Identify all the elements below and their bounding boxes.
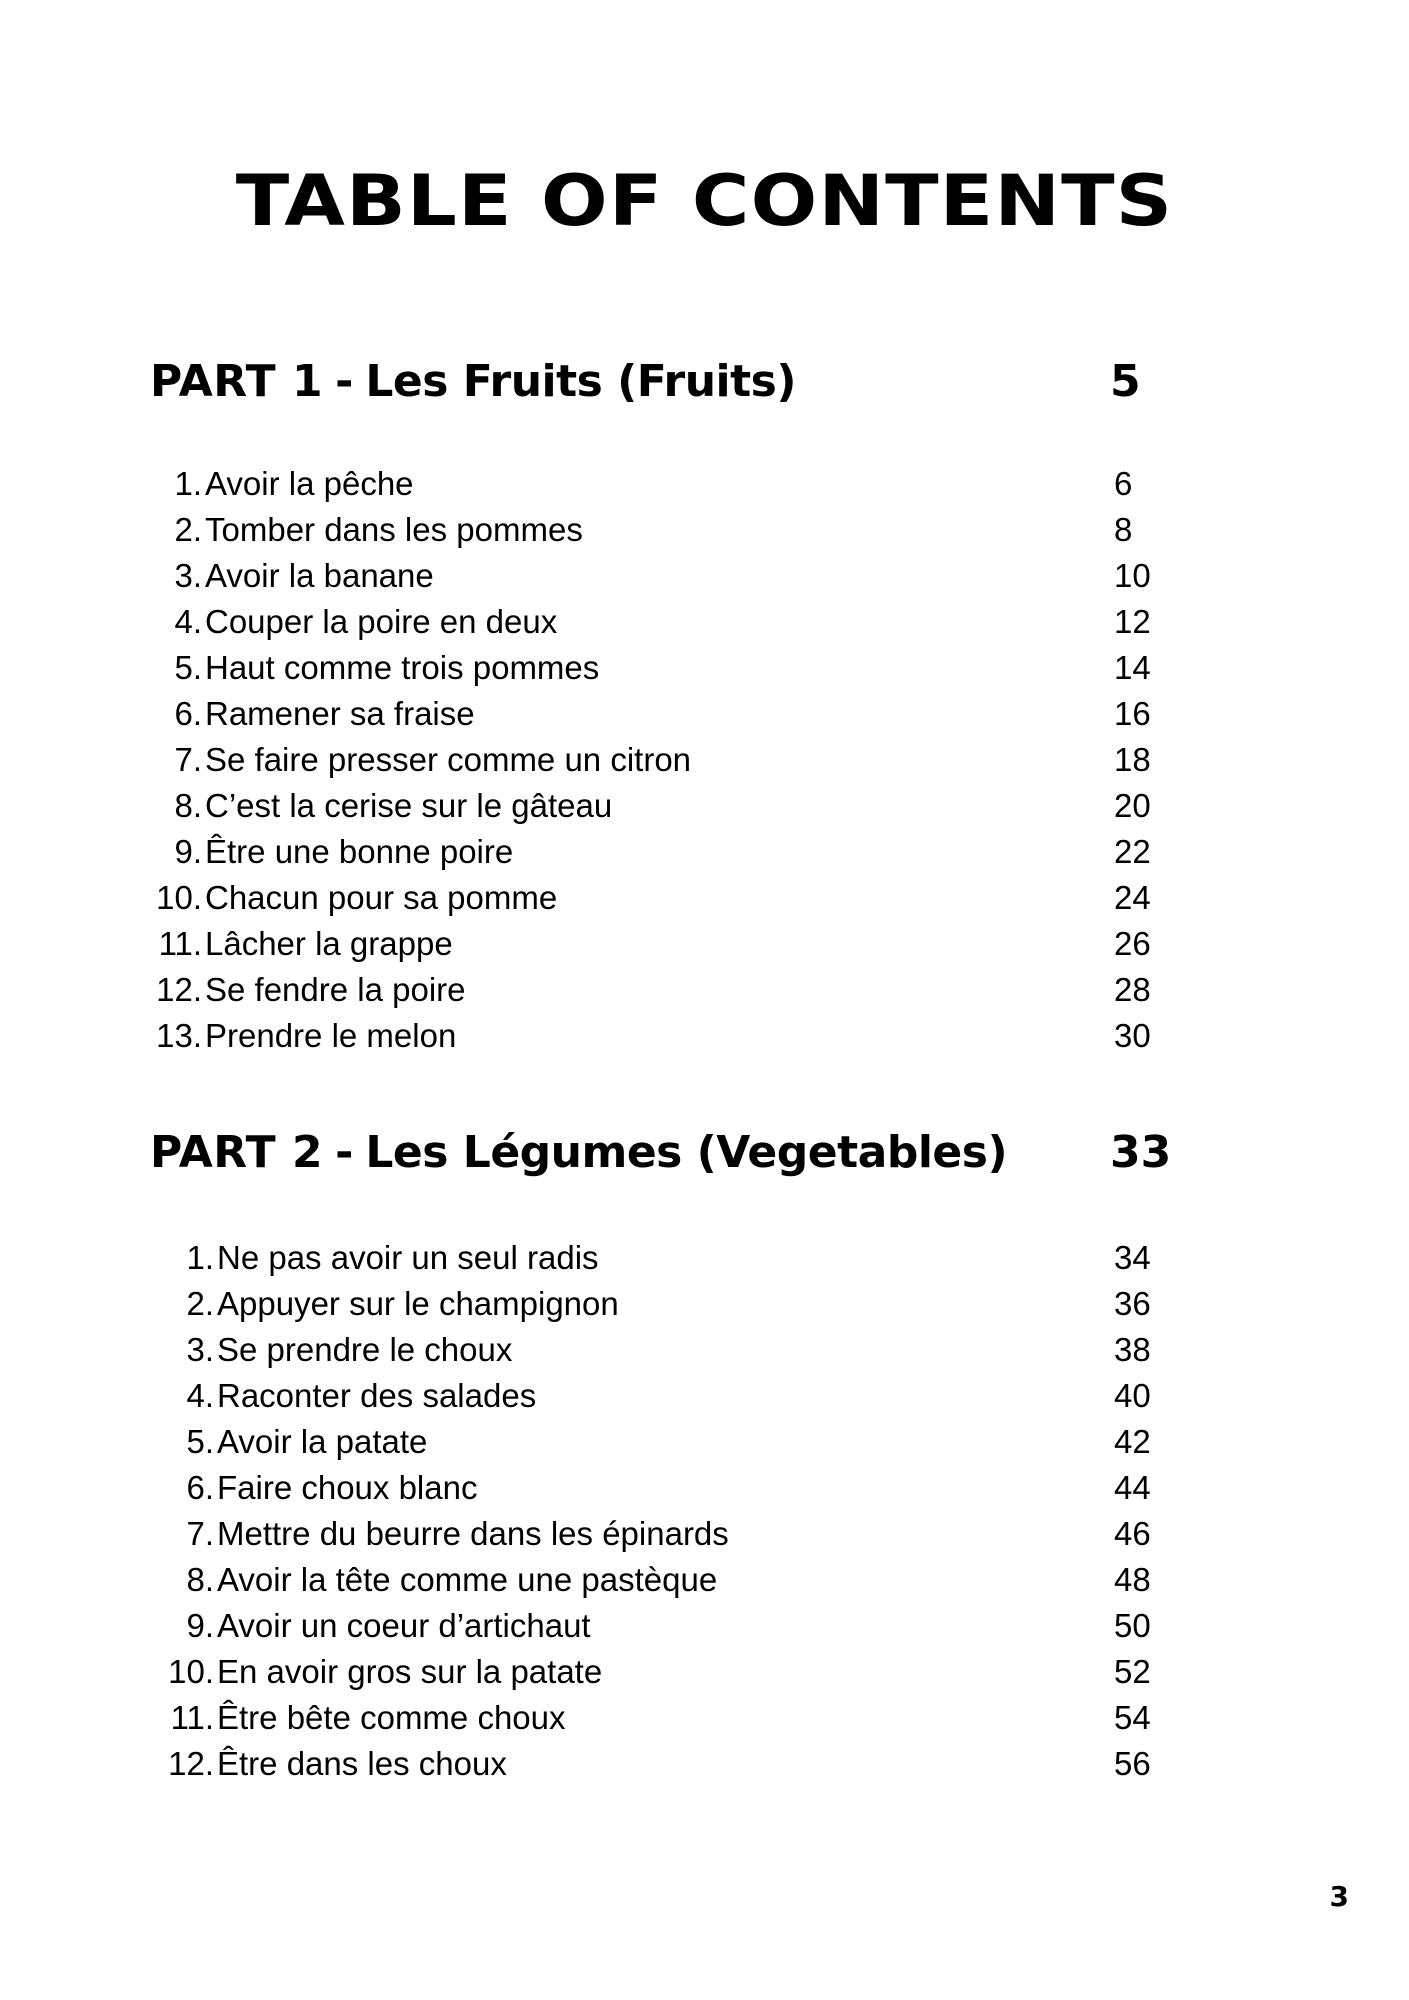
- part-1-list: [0, 461, 1409, 1059]
- item-number: 6.: [174, 695, 202, 732]
- list-item: [0, 967, 1409, 1013]
- list-item: [0, 1327, 1409, 1373]
- list-item: [0, 645, 1409, 691]
- item-number: 6.: [186, 1469, 214, 1506]
- item-page: 22: [1114, 833, 1151, 870]
- item-number: 9.: [174, 833, 202, 870]
- item-title: Être bête comme choux: [217, 1699, 566, 1736]
- item-title: Être dans les choux: [217, 1745, 507, 1782]
- list-item: [0, 737, 1409, 783]
- part-2-separator: -: [335, 1127, 354, 1178]
- item-number: 11.: [158, 925, 202, 962]
- item-page: 38: [1114, 1331, 1151, 1368]
- item-number: 9.: [186, 1607, 214, 1644]
- item-page: 24: [1114, 879, 1151, 916]
- list-item: [0, 1013, 1409, 1059]
- item-number: 12.: [168, 1745, 214, 1782]
- list-item: [0, 875, 1409, 921]
- item-number: 4.: [174, 603, 202, 640]
- item-number: 10.: [168, 1653, 214, 1690]
- item-number: 3.: [174, 557, 202, 594]
- item-title: Couper la poire en deux: [205, 603, 558, 640]
- item-title: Ne pas avoir un seul radis: [217, 1239, 599, 1276]
- item-number: 10.: [156, 879, 202, 916]
- item-page: 16: [1114, 695, 1151, 732]
- item-number: 7.: [174, 741, 202, 778]
- page-title: TABLE OF CONTENTS: [235, 160, 1174, 242]
- item-page: 54: [1114, 1699, 1151, 1736]
- list-item: [0, 1465, 1409, 1511]
- part-1-page: 5: [1110, 356, 1141, 407]
- item-number: 7.: [186, 1515, 214, 1552]
- item-title: Avoir la tête comme une pastèque: [217, 1561, 718, 1598]
- item-title: Se prendre le choux: [217, 1331, 513, 1368]
- list-item: [0, 1603, 1409, 1649]
- item-title: Raconter des salades: [217, 1377, 537, 1414]
- item-page: 28: [1114, 971, 1151, 1008]
- item-title: Appuyer sur le champignon: [217, 1285, 619, 1322]
- item-title: Faire choux blanc: [217, 1469, 478, 1506]
- list-item: [0, 1419, 1409, 1465]
- item-title: Chacun pour sa pomme: [205, 879, 558, 916]
- list-item: [0, 507, 1409, 553]
- page-number: 3: [1329, 1880, 1349, 1913]
- list-item: [0, 921, 1409, 967]
- item-title: Avoir un coeur d’artichaut: [217, 1607, 591, 1644]
- item-number: 8.: [186, 1561, 214, 1598]
- item-number: 5.: [174, 649, 202, 686]
- item-title: Ramener sa fraise: [205, 695, 475, 732]
- part-2-heading: [150, 1127, 1200, 1187]
- item-page: 48: [1114, 1561, 1151, 1598]
- item-number: 3.: [186, 1331, 214, 1368]
- item-page: 10: [1114, 557, 1151, 594]
- item-page: 46: [1114, 1515, 1151, 1552]
- item-page: 44: [1114, 1469, 1151, 1506]
- item-page: 8: [1114, 511, 1133, 548]
- item-title: En avoir gros sur la patate: [217, 1653, 603, 1690]
- item-title: Avoir la patate: [217, 1423, 428, 1460]
- item-number: 13.: [156, 1017, 202, 1054]
- item-number: 1.: [186, 1239, 214, 1276]
- list-item: [0, 1695, 1409, 1741]
- item-number: 11.: [170, 1699, 214, 1736]
- item-title: C’est la cerise sur le gâteau: [205, 787, 613, 824]
- part-2-page: 33: [1110, 1127, 1172, 1178]
- list-item: [0, 1281, 1409, 1327]
- item-number: 4.: [186, 1377, 214, 1414]
- part-1-heading: [150, 356, 1200, 416]
- list-item: [0, 691, 1409, 737]
- item-title: Avoir la banane: [205, 557, 434, 594]
- item-title: Avoir la pêche: [205, 465, 414, 502]
- item-number: 2.: [174, 511, 202, 548]
- item-number: 5.: [186, 1423, 214, 1460]
- item-page: 34: [1114, 1239, 1151, 1276]
- part-2-title: Les Légumes (Vegetables): [365, 1127, 1008, 1178]
- item-page: 50: [1114, 1607, 1151, 1644]
- list-item: [0, 1511, 1409, 1557]
- item-page: 40: [1114, 1377, 1151, 1414]
- item-page: 20: [1114, 787, 1151, 824]
- item-title: Être une bonne poire: [205, 833, 514, 870]
- list-item: [0, 783, 1409, 829]
- item-page: 26: [1114, 925, 1151, 962]
- item-number: 12.: [156, 971, 202, 1008]
- item-number: 8.: [174, 787, 202, 824]
- item-page: 14: [1114, 649, 1151, 686]
- item-page: 12: [1114, 603, 1151, 640]
- item-page: 6: [1114, 465, 1133, 502]
- item-title: Prendre le melon: [205, 1017, 457, 1054]
- list-item: [0, 599, 1409, 645]
- list-item: [0, 1373, 1409, 1419]
- list-item: [0, 553, 1409, 599]
- item-page: 42: [1114, 1423, 1151, 1460]
- list-item: [0, 1557, 1409, 1603]
- part-1-separator: -: [335, 356, 354, 407]
- item-title: Haut comme trois pommes: [205, 649, 600, 686]
- list-item: [0, 1741, 1409, 1787]
- list-item: [0, 1649, 1409, 1695]
- part-2-list: [0, 1235, 1409, 1787]
- item-page: 18: [1114, 741, 1151, 778]
- item-page: 56: [1114, 1745, 1151, 1782]
- list-item: [0, 461, 1409, 507]
- item-title: Mettre du beurre dans les épinards: [217, 1515, 729, 1552]
- item-page: 52: [1114, 1653, 1151, 1690]
- item-number: 2.: [186, 1285, 214, 1322]
- part-1-title: Les Fruits (Fruits): [365, 356, 796, 407]
- part-2-label: PART 2: [150, 1127, 324, 1178]
- item-title: Lâcher la grappe: [205, 925, 453, 962]
- list-item: [0, 1235, 1409, 1281]
- item-title: Se fendre la poire: [205, 971, 466, 1008]
- item-title: Se faire presser comme un citron: [205, 741, 692, 778]
- part-1-label: PART 1: [150, 356, 324, 407]
- item-page: 30: [1114, 1017, 1151, 1054]
- item-title: Tomber dans les pommes: [205, 511, 583, 548]
- list-item: [0, 829, 1409, 875]
- item-number: 1.: [174, 465, 202, 502]
- item-page: 36: [1114, 1285, 1151, 1322]
